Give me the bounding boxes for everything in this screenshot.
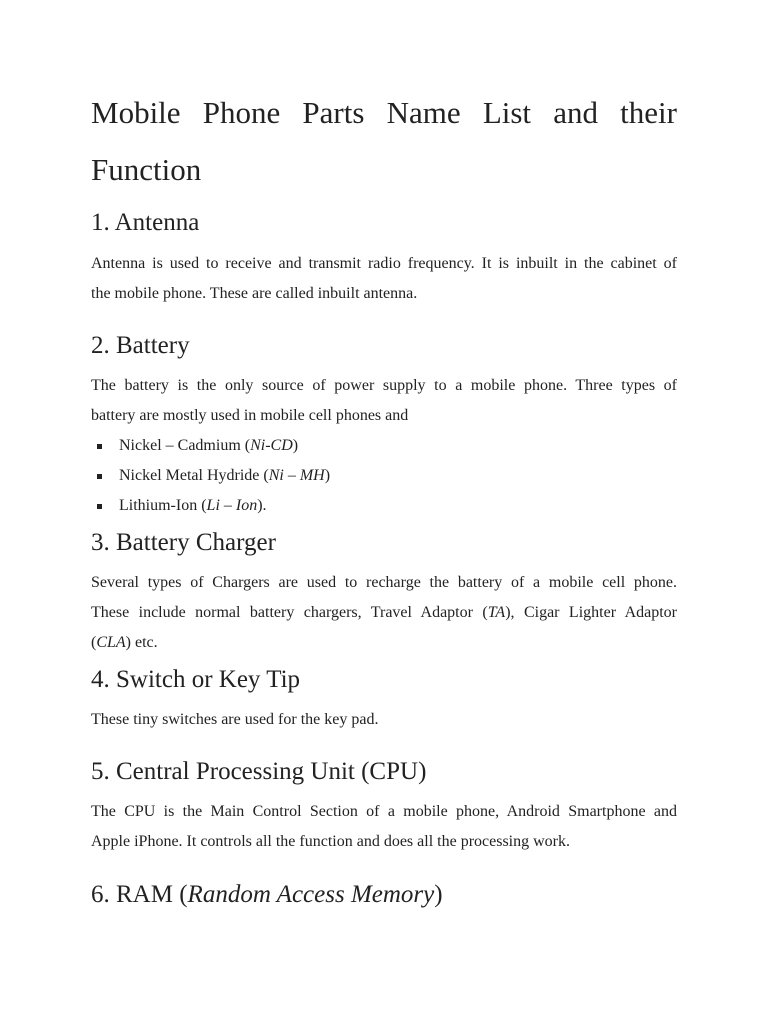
paragraph-switch-key-tip: These tiny switches are used for the key pad. — [91, 711, 379, 728]
title-line-1: Mobile Phone Parts Name List and their — [91, 95, 677, 130]
paragraph-cpu: The CPU is the Main Control Section of a mobile phone, Android Smartphone and Apple iPhone. It controls all the function and does all the processing work. — [91, 803, 677, 850]
list-item: Nickel Metal Hydride (Ni – MH) — [91, 461, 330, 491]
paragraph-battery: The battery is the only source of power supply to a mobile phone. Three types of battery are mostly used in mobile cell phones and — [91, 377, 677, 424]
square-bullet-icon — [97, 504, 102, 509]
heading-switch-key-tip: 4. Switch or Key Tip — [91, 666, 301, 693]
paragraph-antenna: Antenna is used to receive and transmit radio frequency. It is inbuilt in the cabinet of the mobile phone. These are called inbuilt antenna. — [91, 255, 677, 302]
heading-antenna: 1. Antenna — [91, 209, 200, 236]
square-bullet-icon — [97, 444, 102, 449]
title-line-2: Function — [91, 152, 202, 187]
list-item: Lithium-Ion (Li – Ion). — [91, 491, 330, 521]
heading-battery-charger: 3. Battery Charger — [91, 529, 276, 556]
heading-ram: 6. RAM (Random Access Memory) — [91, 881, 443, 908]
document-page — [91, 84, 678, 908]
list-item: Nickel – Cadmium (Ni-CD) — [91, 431, 330, 461]
paragraph-battery-charger: Several types of Chargers are used to recharge the battery of a mobile cell phone. These include normal battery chargers, Travel Adaptor (TA), Cigar Lighter Adaptor (CLA) etc. — [91, 574, 678, 651]
page-title — [91, 84, 677, 198]
heading-cpu: 5. Central Processing Unit (CPU) — [91, 758, 427, 785]
heading-battery: 2. Battery — [91, 332, 190, 359]
square-bullet-icon — [97, 474, 102, 479]
battery-type-list — [91, 431, 330, 521]
